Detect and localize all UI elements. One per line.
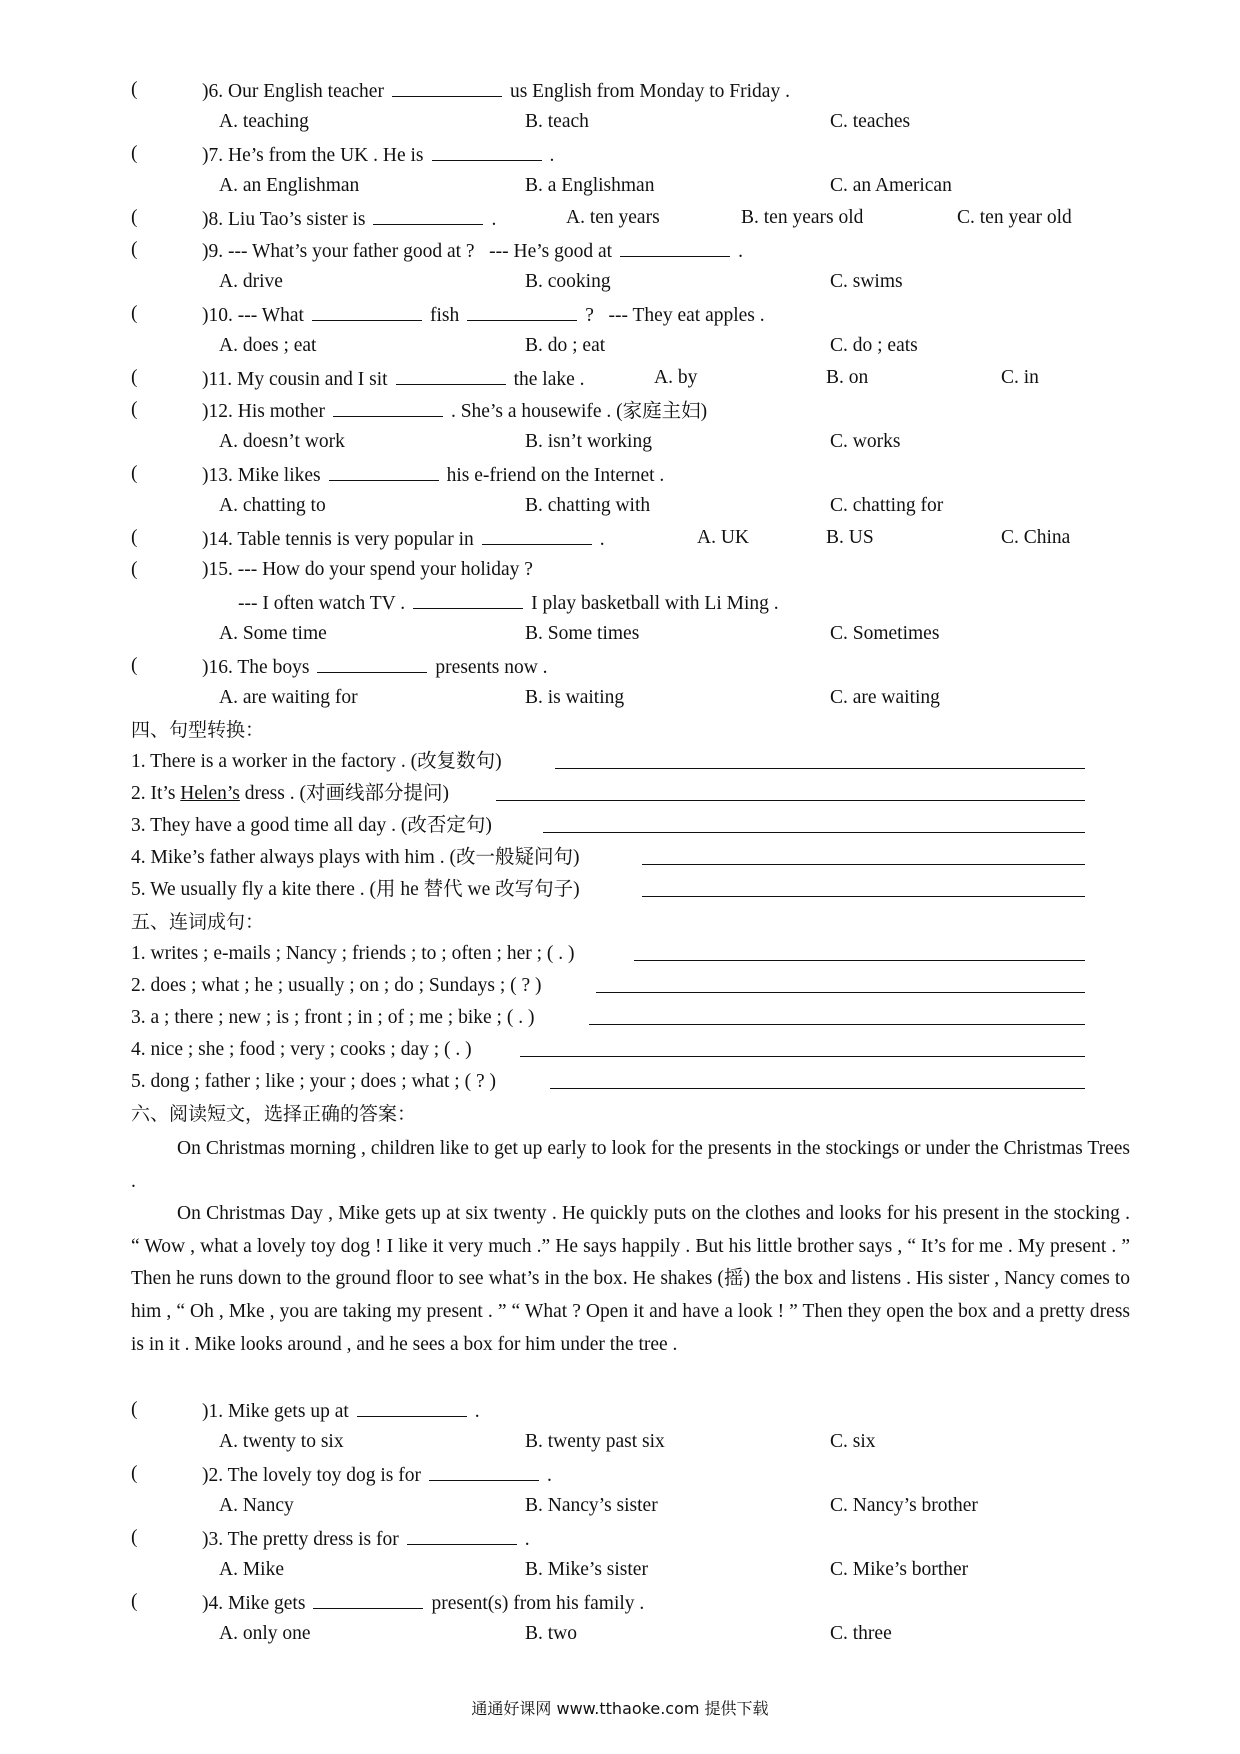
options-10: A. does ; eat B. do ; eat C. do ; eats bbox=[219, 335, 918, 356]
answer-line[interactable] bbox=[520, 1034, 1085, 1057]
transform-item-5: 5. We usually fly a kite there . (用 he 替代 we 改写句子) bbox=[0, 874, 1240, 906]
options-12: A. doesn’t work B. isn’t working C. works bbox=[219, 431, 901, 452]
answer-blank[interactable] bbox=[313, 1586, 423, 1609]
answer-blank[interactable] bbox=[333, 394, 443, 417]
answer-line[interactable] bbox=[642, 874, 1085, 897]
answer-blank[interactable] bbox=[329, 458, 439, 481]
reorder-item-5: 5. dong ; father ; like ; your ; does ; what ; ( ? ) bbox=[0, 1066, 1240, 1098]
answer-blank[interactable] bbox=[357, 1394, 467, 1417]
answer-blank[interactable] bbox=[620, 234, 730, 257]
page-footer[interactable]: 通通好课网 www.tthaoke.com 提供下载 bbox=[471, 1699, 769, 1718]
reorder-item-2: 2. does ; what ; he ; usually ; on ; do ; Sundays ; ( ? ) bbox=[0, 970, 1240, 1002]
reorder-item-3: 3. a ; there ; new ; is ; front ; in ; of ; me ; bike ; ( . ) bbox=[0, 1002, 1240, 1034]
answer-blank[interactable] bbox=[392, 74, 502, 97]
reorder-item-4: 4. nice ; she ; food ; very ; cooks ; day ; ( . ) bbox=[0, 1034, 1240, 1066]
reorder-item-1: 1. writes ; e-mails ; Nancy ; friends ; to ; often ; her ; ( . ) bbox=[0, 938, 1240, 970]
options-6: A. teaching B. teach C. teaches bbox=[219, 111, 911, 132]
question-10: ( )10. --- What fish ? --- They eat apples . bbox=[0, 298, 1240, 330]
options-7: A. an Englishman B. a Englishman C. an American bbox=[219, 175, 952, 196]
transform-item-2: 2. It’s Helen’s dress . (对画线部分提问) bbox=[0, 778, 1240, 810]
question-14: ( )14. Table tennis is very popular in . A. UK B. US C. China bbox=[0, 522, 1240, 554]
answer-line[interactable] bbox=[555, 746, 1085, 769]
reading-options-4: A. only one B. two C. three bbox=[219, 1623, 892, 1644]
transform-item-4: 4. Mike’s father always plays with him . (改一般疑问句) bbox=[0, 842, 1240, 874]
section-4-title: 四、句型转换： bbox=[131, 719, 265, 741]
answer-line[interactable] bbox=[642, 842, 1085, 865]
question-11: ( )11. My cousin and I sit the lake . A. by B. on C. in bbox=[0, 362, 1240, 394]
answer-blank[interactable] bbox=[467, 298, 577, 321]
options-15: A. Some time B. Some times C. Sometimes bbox=[219, 623, 940, 644]
answer-blank[interactable] bbox=[482, 522, 592, 545]
reading-question-2: ( )2. The lovely toy dog is for . bbox=[0, 1458, 1240, 1490]
reading-question-4: ( )4. Mike gets present(s) from his family . bbox=[0, 1586, 1240, 1618]
section-6-title: 六、阅读短文，选择正确的答案： bbox=[131, 1103, 417, 1125]
answer-blank[interactable] bbox=[396, 362, 506, 385]
transform-item-3: 3. They have a good time all day . (改否定句) bbox=[0, 810, 1240, 842]
answer-blank[interactable] bbox=[373, 202, 483, 225]
question-7: ( )7. He’s from the UK . He is . bbox=[0, 138, 1240, 170]
question-15: ( )15. --- How do your spend your holiday ? bbox=[131, 559, 533, 580]
options-13: A. chatting to B. chatting with C. chatting for bbox=[219, 495, 944, 516]
reading-question-3: ( )3. The pretty dress is for . bbox=[0, 1522, 1240, 1554]
options-16: A. are waiting for B. is waiting C. are waiting bbox=[219, 687, 940, 708]
section-5-title: 五、连词成句： bbox=[131, 911, 265, 933]
passage-paragraph-2: On Christmas Day , Mike gets up at six twenty . He quickly puts on the clothes and looks for his present in the stocking . “ Wow , what a lovely toy dog ! I like it very much .” He says happily . But his little brother says , “ It’s for me . My present . ” Then he runs down to the ground floor to see what’s in the box. He shakes (摇) the box and listens . His sister , Nancy comes to him , “ Oh , Mke , you are taking my present . ” “ What ? Open it and have a look ! ” Then they open the box and a pretty dress is in it . Mike looks around , and he sees a box for him under the tree . bbox=[131, 1203, 1130, 1355]
answer-line[interactable] bbox=[550, 1066, 1085, 1089]
reading-question-1: ( )1. Mike gets up at . bbox=[0, 1394, 1240, 1426]
passage-paragraph-1: On Christmas morning , children like to get up early to look for the presents in the stockings or under the Christmas Trees . bbox=[131, 1138, 1130, 1192]
reading-options-2: A. Nancy B. Nancy’s sister C. Nancy’s brother bbox=[219, 1495, 978, 1516]
reading-passage bbox=[131, 1133, 1130, 1361]
underlined-word: Helen’s bbox=[180, 783, 240, 804]
question-15-line2: --- I often watch TV . I play basketball with Li Ming . bbox=[0, 586, 1240, 618]
answer-line[interactable] bbox=[496, 778, 1085, 801]
question-16: ( )16. The boys presents now . bbox=[0, 650, 1240, 682]
options-9: A. drive B. cooking C. swims bbox=[219, 271, 903, 292]
transform-item-1: 1. There is a worker in the factory . (改复数句) bbox=[0, 746, 1240, 778]
answer-line[interactable] bbox=[543, 810, 1085, 833]
question-8: ( )8. Liu Tao’s sister is . A. ten years B. ten years old C. ten year old bbox=[0, 202, 1240, 234]
reading-options-3: A. Mike B. Mike’s sister C. Mike’s borther bbox=[219, 1559, 969, 1580]
answer-blank[interactable] bbox=[407, 1522, 517, 1545]
answer-blank[interactable] bbox=[312, 298, 422, 321]
answer-line[interactable] bbox=[596, 970, 1085, 993]
answer-blank[interactable] bbox=[429, 1458, 539, 1481]
question-13: ( )13. Mike likes his e-friend on the Internet . bbox=[0, 458, 1240, 490]
question-9: ( )9. --- What’s your father good at ? --- He’s good at . bbox=[0, 234, 1240, 266]
reading-options-1: A. twenty to six B. twenty past six C. six bbox=[219, 1431, 876, 1452]
answer-blank[interactable] bbox=[413, 586, 523, 609]
answer-line[interactable] bbox=[589, 1002, 1085, 1025]
question-12: ( )12. His mother . She’s a housewife . (家庭主妇) bbox=[0, 394, 1240, 426]
answer-line[interactable] bbox=[634, 938, 1085, 961]
question-6: ( )6. Our English teacher us English from Monday to Friday . bbox=[0, 74, 1240, 106]
answer-blank[interactable] bbox=[432, 138, 542, 161]
answer-blank[interactable] bbox=[317, 650, 427, 673]
